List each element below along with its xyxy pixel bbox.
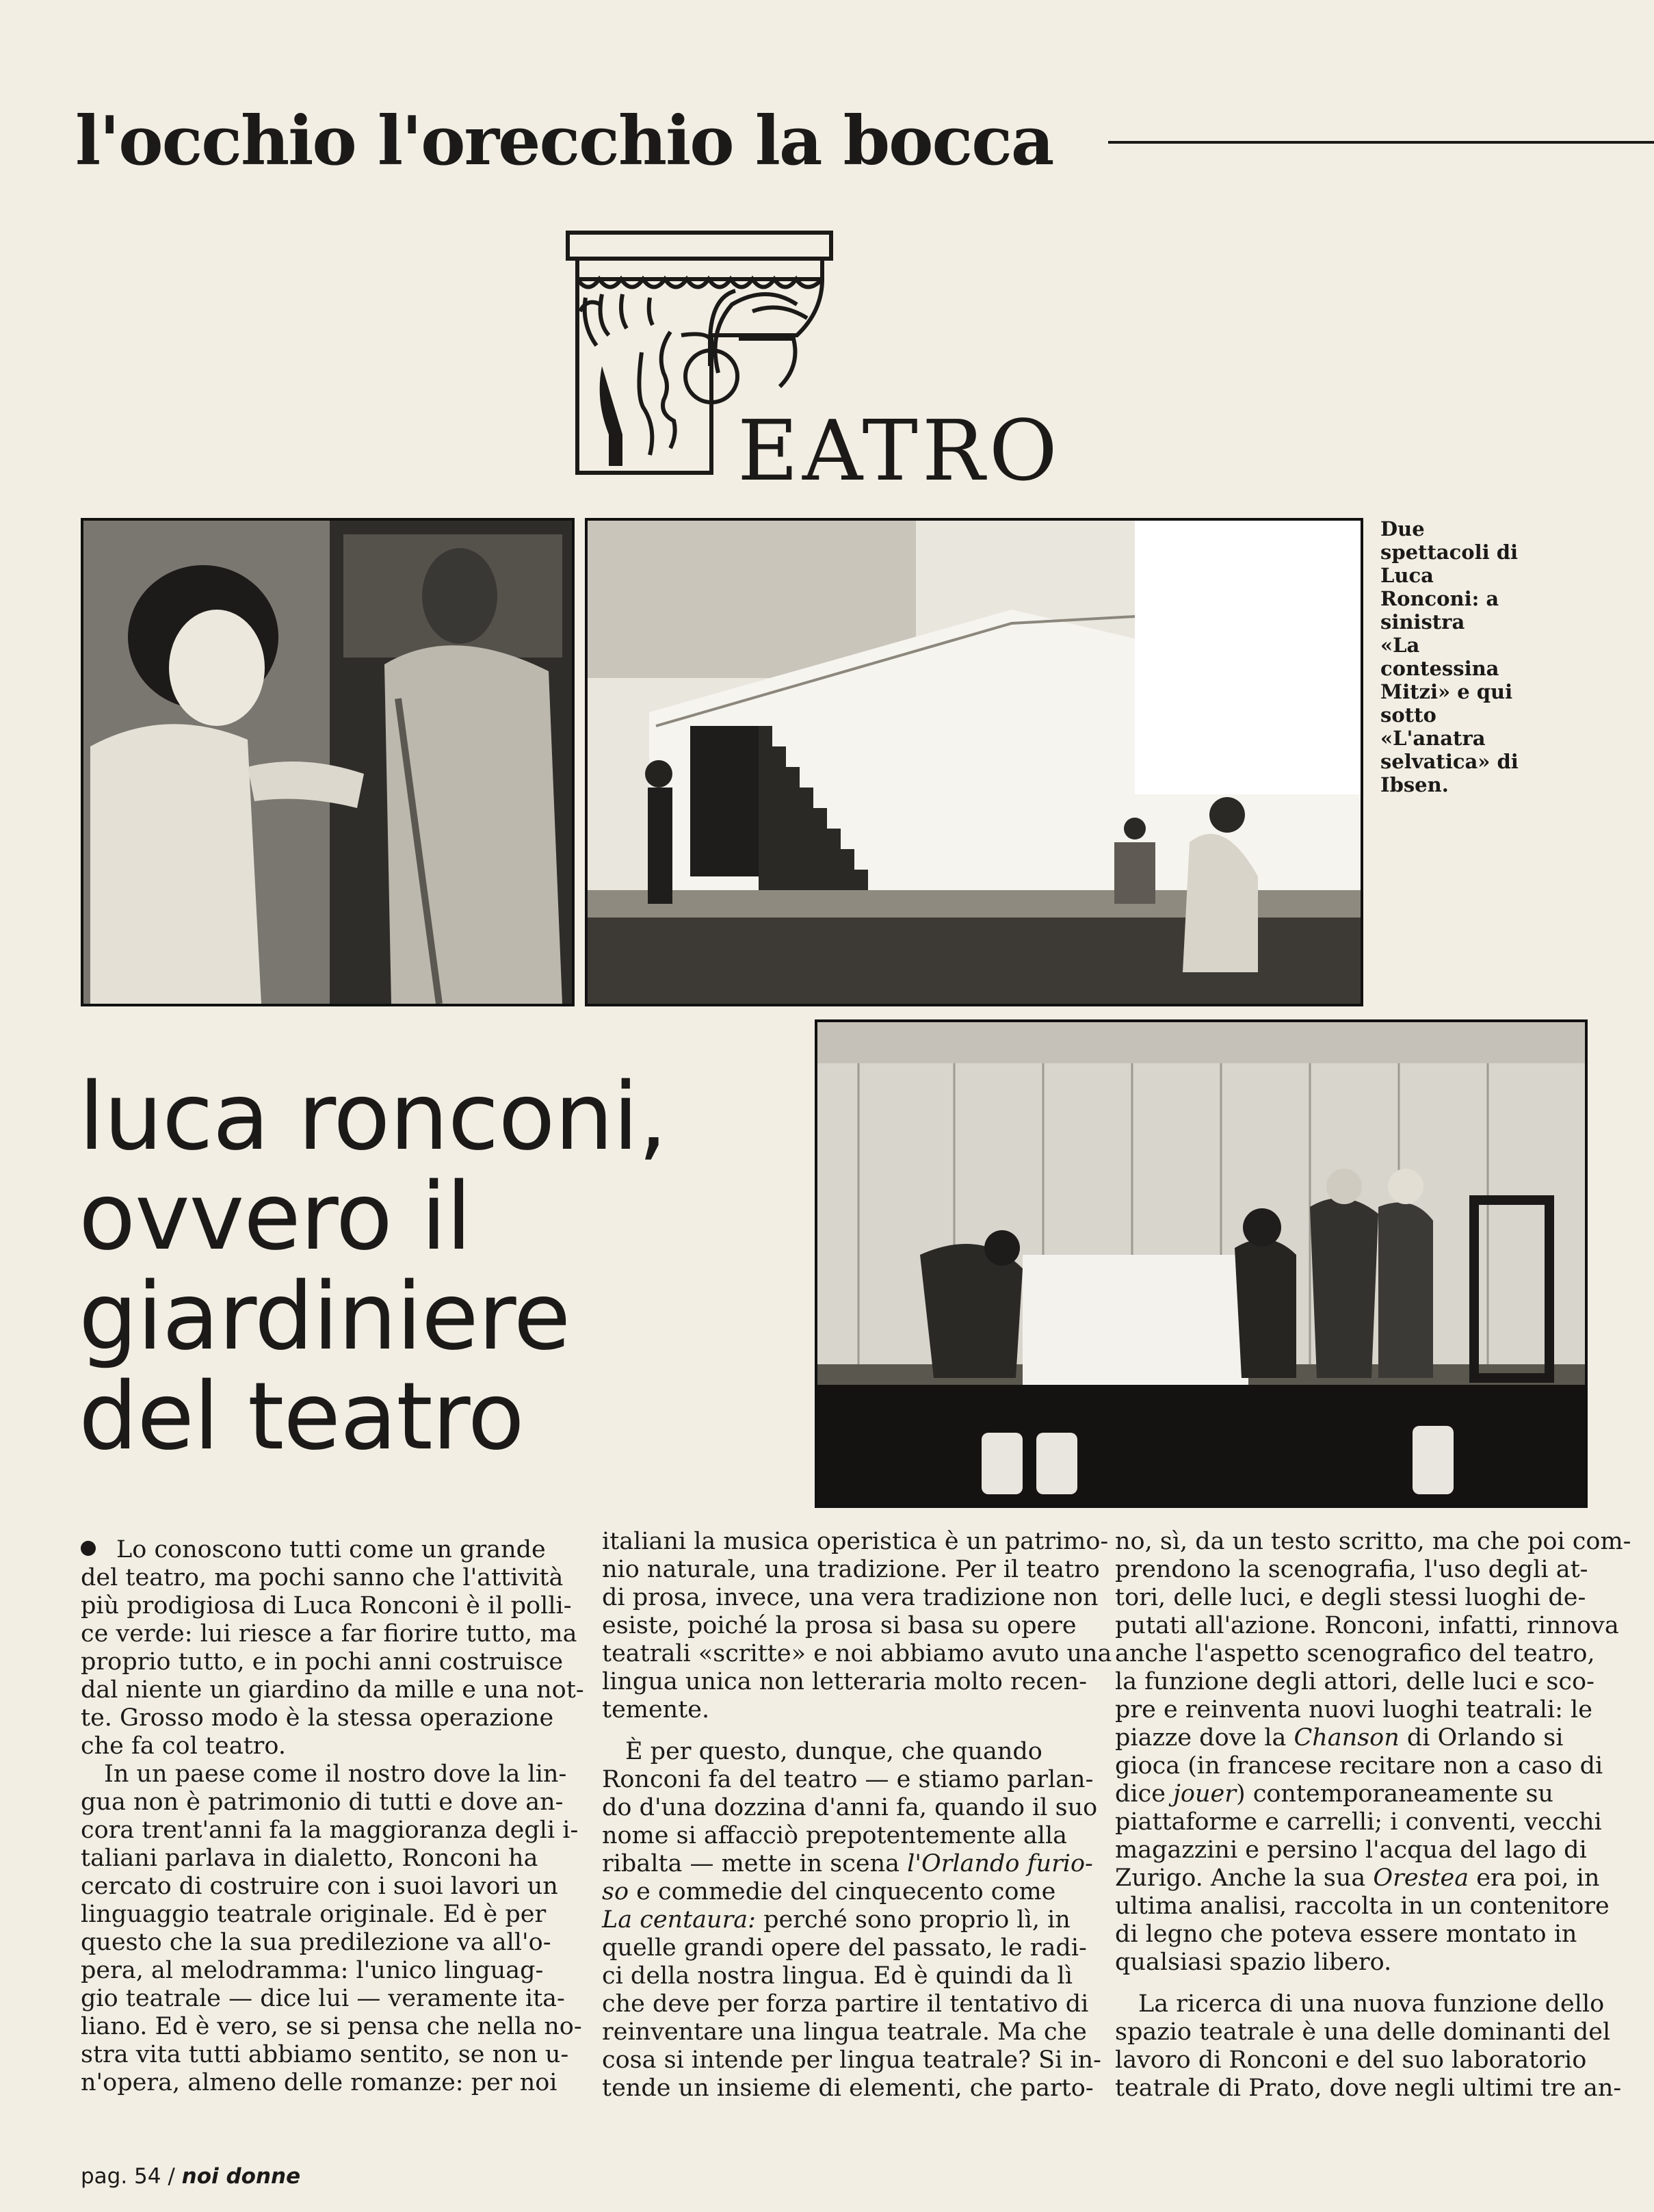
caption-line: selvatica» di xyxy=(1380,750,1519,773)
body-line: italiani la musica operistica è un patrimo- xyxy=(602,1528,1109,1555)
title-rule xyxy=(1108,141,1654,144)
body-line: del teatro, ma pochi sanno che l'attività xyxy=(81,1564,564,1591)
body-text: Zurigo. Anche la sua xyxy=(1115,1864,1374,1892)
body-line: cora trent'anni fa la maggioranza degli i- xyxy=(81,1817,579,1844)
body-line: questo che la sua predilezione va all'o- xyxy=(81,1929,551,1956)
article-column-2 xyxy=(602,1528,1112,2103)
body-line: che deve per forza partire il tentativo di xyxy=(602,1990,1089,2018)
body-italic: La centaura: xyxy=(602,1906,756,1934)
body-line: quelle grandi opere del passato, le radi- xyxy=(602,1934,1087,1962)
body-line: putati all'azione. Ronconi, infatti, rinnova xyxy=(1115,1612,1619,1639)
body-line: cercato di costruire con i suoi lavori un xyxy=(81,1873,558,1900)
body-line: La ricerca di una nuova funzione dello xyxy=(1138,1990,1605,2018)
body-italic: Orestea xyxy=(1373,1864,1469,1892)
body-line: te. Grosso modo è la stessa operazione xyxy=(81,1704,554,1732)
body-line: pera, al melodramma: l'unico linguag- xyxy=(81,1957,544,1984)
caption-line: Due xyxy=(1380,517,1425,541)
body-italic: Chanson xyxy=(1294,1724,1400,1752)
body-line: ci della nostra lingua. Ed è quindi da lì xyxy=(602,1962,1073,1990)
body-line: più prodigiosa di Luca Ronconi è il polli- xyxy=(81,1592,572,1619)
section-title: l'occhio l'orecchio la bocca xyxy=(75,102,1053,181)
body-line: n'opera, almeno delle romanze: per noi xyxy=(81,2069,557,2096)
body-text: dice xyxy=(1115,1780,1174,1808)
body-text: piazze dove la xyxy=(1115,1724,1294,1752)
body-line: gua non è patrimonio di tutti e dove an- xyxy=(81,1788,564,1816)
page-number: pag. 54 / xyxy=(81,2164,175,2189)
body-line: lingua unica non letteraria molto recen- xyxy=(602,1668,1088,1695)
body-line: dal niente un giardino da mille e una not- xyxy=(81,1676,584,1704)
body-line: prendono la scenografia, l'uso degli at- xyxy=(1115,1556,1588,1583)
photo-anatra-selvatica xyxy=(815,1019,1588,1508)
body-line: anche l'aspetto scenografico del teatro, xyxy=(1115,1640,1595,1667)
photo-caption xyxy=(1380,517,1545,796)
bullet-icon xyxy=(81,1541,96,1556)
body-line: cosa si intende per lingua teatrale? Si in- xyxy=(602,2046,1102,2074)
body-line: In un paese come il nostro dove la lin- xyxy=(104,1760,567,1788)
body-line: liano. Ed è vero, se si pensa che nella no- xyxy=(81,2013,582,2040)
logo-word: EATRO xyxy=(737,402,1062,499)
body-line: gioca (in francese recitare non a caso di xyxy=(1115,1752,1603,1780)
photo-contessina-mitzi xyxy=(81,518,575,1006)
body-text: ribalta — mette in scena xyxy=(602,1850,908,1877)
body-line: piattaforme e carrelli; i conventi, vecchi xyxy=(1115,1808,1602,1836)
caption-line: spettacoli di xyxy=(1380,541,1519,564)
body-line: temente. xyxy=(602,1696,710,1723)
body-line: di prosa, invece, una vera tradizione non xyxy=(602,1584,1099,1611)
body-text: perché sono proprio lì, in xyxy=(755,1906,1071,1934)
headline-line: ovvero il xyxy=(79,1163,471,1271)
caption-line: «La xyxy=(1380,634,1420,657)
body-italic: so xyxy=(602,1878,629,1905)
body-line: stra vita tutti abbiamo sentito, se non u- xyxy=(81,2041,569,2068)
body-line: È per questo, dunque, che quando xyxy=(625,1738,1042,1765)
body-text: e commedie del cinquecento come xyxy=(629,1878,1056,1905)
body-line: Lo conoscono tutti come un grande xyxy=(116,1536,546,1563)
photo-stage-staircase xyxy=(585,518,1363,1006)
body-text: di Orlando si xyxy=(1399,1724,1564,1752)
body-line: do d'una dozzina d'anni fa, quando il suo xyxy=(602,1794,1098,1821)
caption-line: Ronconi: a xyxy=(1380,587,1499,610)
body-line: magazzini e persino l'acqua del lago di xyxy=(1115,1836,1587,1864)
body-italic: jouer xyxy=(1173,1780,1236,1808)
body-line: ultima analisi, raccolta in un contenitore xyxy=(1115,1892,1610,1920)
caption-line: sinistra xyxy=(1380,610,1465,634)
body-line: proprio tutto, e in pochi anni costruisce xyxy=(81,1648,564,1676)
body-line: spazio teatrale è una delle dominanti del xyxy=(1115,2018,1611,2046)
headline-line: del teatro xyxy=(79,1363,524,1471)
body-line: gio teatrale — dice lui — veramente ita- xyxy=(81,1985,565,2012)
body-line: Ronconi fa del teatro — e stiamo parlan- xyxy=(602,1766,1094,1793)
caption-line: Ibsen. xyxy=(1380,773,1449,796)
headline-line: giardiniere xyxy=(79,1263,570,1371)
body-line: lavoro di Ronconi e del suo laboratorio xyxy=(1115,2046,1587,2074)
page-footer xyxy=(81,2166,300,2187)
caption-line: contessina xyxy=(1380,657,1499,680)
body-line: linguaggio teatrale originale. Ed è per xyxy=(81,1901,547,1928)
article-column-3 xyxy=(1115,1528,1631,2103)
body-line: reinventare una lingua teatrale. Ma che xyxy=(602,2018,1087,2046)
body-line: pre e reinventa nuovi luoghi teatrali: le xyxy=(1115,1696,1592,1723)
body-line: ce verde: lui riesce a far fiorire tutto, ma xyxy=(81,1620,577,1648)
body-text: era poi, in xyxy=(1469,1864,1600,1892)
body-line: la funzione degli attori, delle luci e sco- xyxy=(1115,1668,1594,1695)
magazine-name: noi donne xyxy=(181,2164,301,2189)
body-line: nio naturale, una tradizione. Per il teatro xyxy=(602,1556,1100,1583)
caption-line: «L'anatra xyxy=(1380,727,1486,750)
body-line: teatrali «scritte» e noi abbiamo avuto una xyxy=(602,1640,1112,1667)
body-line: tori, delle luci, e degli stessi luoghi de- xyxy=(1115,1584,1586,1611)
body-line: teatrale di Prato, dove negli ultimi tre an- xyxy=(1115,2074,1622,2102)
body-italic: l'Orlando furio- xyxy=(907,1850,1093,1877)
body-line: tende un insieme di elementi, che parto- xyxy=(602,2074,1094,2102)
headline-line: luca ronconi, xyxy=(79,1063,667,1171)
body-line: taliani parlava in dialetto, Ronconi ha xyxy=(81,1845,538,1872)
body-line: no, sì, da un testo scritto, ma che poi com- xyxy=(1115,1528,1631,1555)
caption-line: Mitzi» e qui xyxy=(1380,680,1513,703)
article-column-1 xyxy=(81,1536,584,2097)
body-line: qualsiasi spazio libero. xyxy=(1115,1949,1392,1976)
article-headline xyxy=(79,1063,667,1471)
body-line: di legno che poteva essere montato in xyxy=(1115,1921,1577,1948)
caption-line: sotto xyxy=(1380,703,1436,727)
body-line: nome si affacciò prepotentemente alla xyxy=(602,1822,1068,1849)
caption-line: Luca xyxy=(1380,564,1434,587)
body-line: che fa col teatro. xyxy=(81,1732,286,1760)
body-line: esiste, poiché la prosa si basa su opere xyxy=(602,1612,1077,1639)
body-text: ) contemporaneamente su xyxy=(1235,1780,1553,1808)
